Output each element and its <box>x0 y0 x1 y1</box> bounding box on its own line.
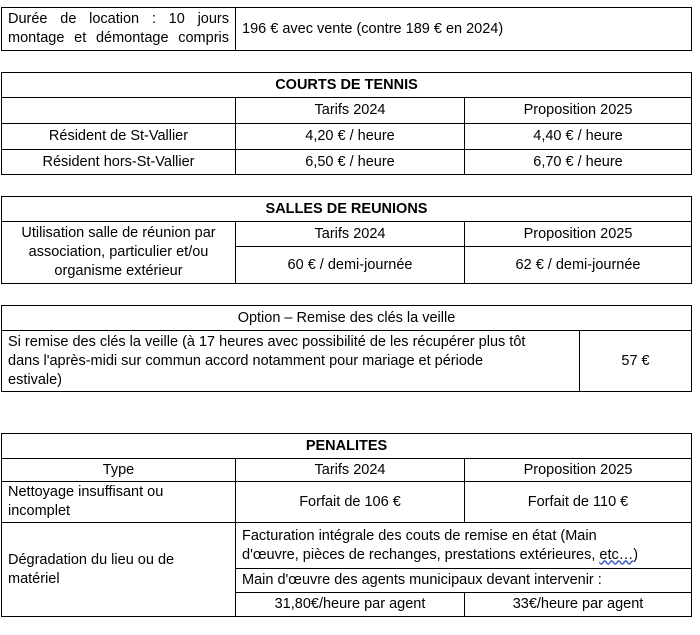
salles-label-line: organisme extérieur <box>54 263 183 279</box>
nettoyage-label <box>2 482 236 523</box>
penalites-col-2025: Proposition 2025 <box>465 459 692 482</box>
nettoyage-label-line: incomplet <box>8 503 71 519</box>
tennis-row-2025: 6,70 € / heure <box>465 150 692 175</box>
facturation-text <box>236 523 692 569</box>
penalites-table <box>1 433 692 617</box>
salles-col-2025: Proposition 2025 <box>465 222 692 247</box>
tennis-row-2024: 6,50 € / heure <box>236 150 465 175</box>
tennis-row-label: Résident de St-Vallier <box>2 124 236 150</box>
tennis-row-label: Résident hors-St-Vallier <box>2 150 236 175</box>
tennis-table <box>1 72 692 175</box>
option-text-line: estivale) <box>8 371 62 388</box>
location-label-line1: Durée de location : 10 jours <box>8 11 229 27</box>
nettoyage-2025: Forfait de 110 € <box>465 482 692 523</box>
location-value: 196 € avec vente (contre 189 € en 2024) <box>236 8 692 51</box>
degradation-label-line: Dégradation du lieu ou de <box>8 551 175 568</box>
option-table <box>1 305 692 392</box>
location-table <box>1 7 692 51</box>
degradation-2025: 33€/heure par agent <box>465 593 692 617</box>
table-row <box>2 124 692 150</box>
option-text <box>2 331 580 392</box>
degradation-2024: 31,80€/heure par agent <box>236 593 465 617</box>
table-row <box>2 150 692 175</box>
facturation-line: Facturation intégrale des couts de remise en état (Main <box>242 527 597 544</box>
location-label <box>2 8 236 51</box>
option-text-line: Si remise des clés la veille (à 17 heures avec possibilité de les récupérer plus tôt <box>8 333 526 350</box>
salles-table <box>1 196 692 284</box>
facturation-line-part: d'œuvre, pièces de rechanges, prestations extérieures, <box>242 546 600 563</box>
salles-label-line: Utilisation salle de réunion par <box>21 225 216 241</box>
main-oeuvre-text: Main d'œuvre des agents municipaux devant intervenir : <box>236 569 692 593</box>
salles-title: SALLES DE REUNIONS <box>2 197 692 222</box>
option-title: Option – Remise des clés la veille <box>2 306 692 331</box>
option-price: 57 € <box>580 331 692 392</box>
penalites-col-2024: Tarifs 2024 <box>236 459 465 482</box>
salles-label <box>2 222 236 284</box>
salles-2025: 62 € / demi-journée <box>465 247 692 284</box>
nettoyage-label-line: Nettoyage insuffisant ou <box>8 484 164 500</box>
salles-col-2024: Tarifs 2024 <box>236 222 465 247</box>
degradation-label <box>2 523 236 617</box>
table-row <box>2 523 692 569</box>
tennis-title: COURTS DE TENNIS <box>2 73 692 98</box>
facturation-line <box>242 546 685 565</box>
tennis-row-2024: 4,20 € / heure <box>236 124 465 150</box>
penalites-title: PENALITES <box>2 434 692 459</box>
table-row <box>2 482 692 523</box>
tennis-col-2025: Proposition 2025 <box>465 98 692 124</box>
nettoyage-2024: Forfait de 106 € <box>236 482 465 523</box>
degradation-label-line: matériel <box>8 570 60 587</box>
salles-2024: 60 € / demi-journée <box>236 247 465 284</box>
facturation-line-part: ) <box>633 546 639 563</box>
location-label-line2: montage et démontage compris <box>8 30 229 46</box>
salles-label-line: association, particulier et/ou <box>28 244 209 260</box>
option-text-line: dans l'après-midi sur commun accord notamment pour mariage et période <box>8 352 484 369</box>
tennis-col-2024: Tarifs 2024 <box>236 98 465 124</box>
facturation-etc: etc… <box>599 546 634 563</box>
tennis-header-empty <box>2 98 236 124</box>
tennis-row-2025: 4,40 € / heure <box>465 124 692 150</box>
penalites-col-type: Type <box>2 459 236 482</box>
